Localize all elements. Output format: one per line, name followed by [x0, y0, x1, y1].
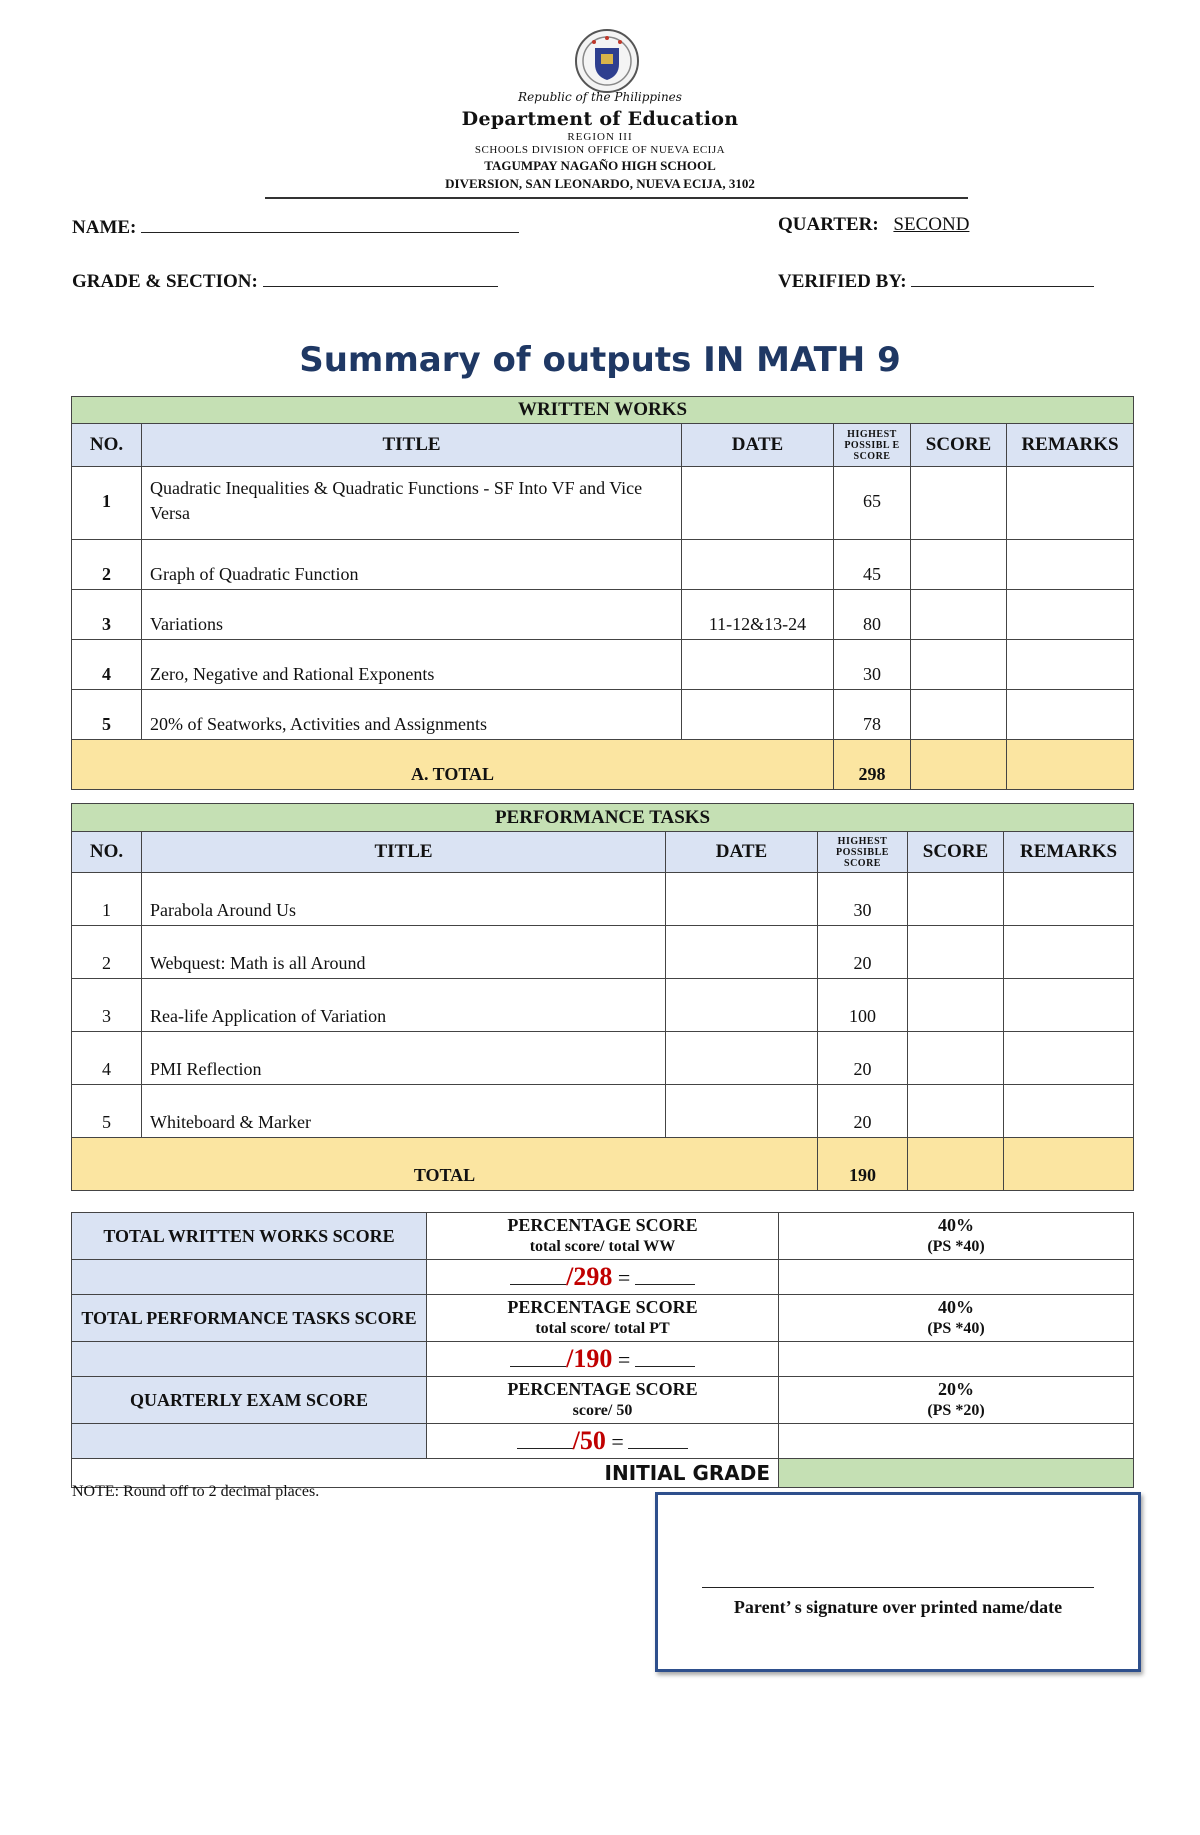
- ww-percentage-label: PERCENTAGE SCORE: [507, 1215, 698, 1235]
- ww-weighted-result[interactable]: [779, 1260, 1134, 1295]
- qe-weight-formula: (PS *20): [927, 1402, 985, 1419]
- ww-row-no: 5: [72, 690, 142, 740]
- header-republic: Republic of the Philippines: [518, 90, 682, 104]
- ww-row-remarks[interactable]: [1007, 690, 1134, 740]
- pt-row-date[interactable]: [666, 873, 818, 926]
- pt-total-remarks[interactable]: [1004, 1138, 1134, 1191]
- pt-row-no: 1: [72, 873, 142, 926]
- pt-row-hps: 100: [818, 979, 908, 1032]
- pt-row-date[interactable]: [666, 979, 818, 1032]
- grade-section-field: [72, 268, 498, 293]
- pt-equals: =: [612, 1347, 631, 1372]
- pt-blank[interactable]: [510, 1344, 566, 1367]
- pt-row-title: Rea-life Application of Variation: [142, 979, 666, 1032]
- grade-summary-table: [71, 1212, 1134, 1488]
- table-row: [72, 540, 1134, 590]
- qe-blank[interactable]: [517, 1426, 573, 1449]
- pt-col-hps: HIGHEST POSSIBLE SCORE: [818, 832, 908, 873]
- pt-weight-formula: (PS *40): [927, 1320, 985, 1337]
- pt-row-remarks[interactable]: [1004, 873, 1134, 926]
- pt-computation-cell[interactable]: [427, 1342, 779, 1377]
- grade-section-input-line[interactable]: [263, 268, 498, 287]
- page-title: Summary of outputs IN MATH 9: [299, 340, 901, 380]
- qe-percentage-cell: [427, 1377, 779, 1424]
- pt-row-title: PMI Reflection: [142, 1032, 666, 1085]
- ww-col-title: TITLE: [142, 424, 682, 467]
- pt-weight-cell: [779, 1295, 1134, 1342]
- quarter-field: [778, 214, 969, 236]
- ww-col-score: SCORE: [911, 424, 1007, 467]
- ww-total-label: A. TOTAL: [72, 740, 834, 790]
- qe-result-blank[interactable]: [628, 1426, 688, 1449]
- qe-percentage-formula: score/ 50: [572, 1402, 633, 1419]
- pt-weight: 40%: [938, 1297, 974, 1317]
- pt-row-hps: 20: [818, 926, 908, 979]
- pt-total-value: 190: [818, 1138, 908, 1191]
- ww-row-no: 2: [72, 540, 142, 590]
- ww-computation-cell[interactable]: [427, 1260, 779, 1295]
- ww-row-date[interactable]: [682, 690, 834, 740]
- ww-row-title: 20% of Seatworks, Activities and Assignments: [142, 690, 682, 740]
- pt-row-title: Parabola Around Us: [142, 873, 666, 926]
- ww-col-no: NO.: [72, 424, 142, 467]
- name-field: [72, 214, 519, 239]
- header-region: REGION III: [567, 131, 633, 143]
- ww-row-no: 3: [72, 590, 142, 640]
- quarter-label: QUARTER:: [778, 214, 879, 235]
- pt-row-no: 2: [72, 926, 142, 979]
- ww-row-date[interactable]: [682, 540, 834, 590]
- verified-by-field: [778, 268, 1094, 293]
- performance-tasks-band: PERFORMANCE TASKS: [72, 804, 1134, 832]
- ww-row-hps: 65: [834, 467, 911, 540]
- pt-col-remarks: REMARKS: [1004, 832, 1134, 873]
- ww-col-date: DATE: [682, 424, 834, 467]
- header-school: TAGUMPAY NAGAÑO HIGH SCHOOL: [484, 158, 716, 173]
- ww-row-score[interactable]: [911, 640, 1007, 690]
- ww-row-title: Variations: [142, 590, 682, 640]
- pt-row-remarks[interactable]: [1004, 979, 1134, 1032]
- ww-row-title: Quadratic Inequalities & Quadratic Functions - SF Into VF and Vice Versa: [142, 467, 682, 540]
- qe-equals: =: [605, 1429, 624, 1454]
- performance-tasks-table: [71, 803, 1134, 1191]
- ww-weight-formula: (PS *40): [927, 1238, 985, 1255]
- ww-percentage-cell: [427, 1213, 779, 1260]
- deped-seal-logo: [574, 28, 640, 94]
- table-row: [72, 1085, 1134, 1138]
- pt-col-date: DATE: [666, 832, 818, 873]
- ww-col-hps: HIGHEST POSSIBL E SCORE: [834, 424, 911, 467]
- pt-row-no: 5: [72, 1085, 142, 1138]
- qe-weighted-result[interactable]: [779, 1424, 1134, 1459]
- pt-row-date[interactable]: [666, 1085, 818, 1138]
- ww-denominator: /298: [566, 1262, 613, 1291]
- rounding-note: NOTE: Round off to 2 decimal places.: [72, 1483, 320, 1500]
- ww-row-score[interactable]: [911, 467, 1007, 540]
- pt-result-blank[interactable]: [635, 1344, 695, 1367]
- ww-row-score[interactable]: [911, 690, 1007, 740]
- ww-col-remarks: REMARKS: [1007, 424, 1134, 467]
- pt-total-row: [72, 1138, 1134, 1191]
- pt-row-date[interactable]: [666, 926, 818, 979]
- qe-score-label: QUARTERLY EXAM SCORE: [72, 1377, 427, 1424]
- pt-row-score[interactable]: [908, 926, 1004, 979]
- ww-row-remarks[interactable]: [1007, 467, 1134, 540]
- ww-percentage-formula: total score/ total WW: [529, 1238, 676, 1255]
- table-row: [72, 873, 1134, 926]
- pt-row-score[interactable]: [908, 873, 1004, 926]
- ww-score-input[interactable]: [72, 1260, 427, 1295]
- qe-weight-cell: [779, 1377, 1134, 1424]
- qe-computation-cell[interactable]: [427, 1424, 779, 1459]
- signature-line[interactable]: [702, 1587, 1094, 1588]
- table-row: [72, 1032, 1134, 1085]
- ww-result-blank[interactable]: [635, 1262, 695, 1285]
- signature-label: Parent’ s signature over printed name/date: [733, 1597, 1063, 1617]
- pt-row-score[interactable]: [908, 979, 1004, 1032]
- ww-row-remarks[interactable]: [1007, 590, 1134, 640]
- pt-denominator: /190: [566, 1344, 613, 1373]
- pt-row-hps: 20: [818, 1085, 908, 1138]
- table-row: [72, 590, 1134, 640]
- pt-row-date[interactable]: [666, 1032, 818, 1085]
- ww-row-date[interactable]: [682, 640, 834, 690]
- pt-row-hps: 20: [818, 1032, 908, 1085]
- ww-equals: =: [612, 1265, 631, 1290]
- pt-col-title: TITLE: [142, 832, 666, 873]
- ww-total-score[interactable]: [911, 740, 1007, 790]
- pt-weighted-result[interactable]: [779, 1342, 1134, 1377]
- pt-percentage-formula: total score/ total PT: [535, 1320, 670, 1337]
- pt-percentage-cell: [427, 1295, 779, 1342]
- pt-row-score[interactable]: [908, 1085, 1004, 1138]
- pt-percentage-label: PERCENTAGE SCORE: [507, 1297, 698, 1317]
- quarter-value: SECOND: [893, 214, 970, 235]
- pt-col-score: SCORE: [908, 832, 1004, 873]
- parent-signature-box: [655, 1492, 1141, 1672]
- ww-weight: 40%: [938, 1215, 974, 1235]
- table-row: [72, 467, 1134, 540]
- pt-row-title: Webquest: Math is all Around: [142, 926, 666, 979]
- pt-score-input[interactable]: [72, 1342, 427, 1377]
- ww-row-remarks[interactable]: [1007, 640, 1134, 690]
- initial-grade-value[interactable]: [779, 1459, 1134, 1488]
- header-department: Department of Education: [461, 108, 739, 130]
- written-works-band: WRITTEN WORKS: [72, 397, 1134, 424]
- pt-row-remarks[interactable]: [1004, 1085, 1134, 1138]
- ww-total-row: [72, 740, 1134, 790]
- pt-row-no: 3: [72, 979, 142, 1032]
- ww-row-no: 1: [72, 467, 142, 540]
- pt-row-remarks[interactable]: [1004, 926, 1134, 979]
- ww-row-hps: 80: [834, 590, 911, 640]
- pt-row-no: 4: [72, 1032, 142, 1085]
- ww-total-remarks[interactable]: [1007, 740, 1134, 790]
- ww-row-no: 4: [72, 640, 142, 690]
- pt-row-title: Whiteboard & Marker: [142, 1085, 666, 1138]
- qe-percentage-label: PERCENTAGE SCORE: [507, 1379, 698, 1399]
- table-row: [72, 690, 1134, 740]
- qe-denominator: /50: [572, 1426, 606, 1455]
- table-row: [72, 926, 1134, 979]
- qe-score-input[interactable]: [72, 1424, 427, 1459]
- verified-by-label: VERIFIED BY:: [778, 271, 907, 292]
- ww-weight-cell: [779, 1213, 1134, 1260]
- ww-row-date[interactable]: [682, 467, 834, 540]
- ww-row-hps: 45: [834, 540, 911, 590]
- pt-row-score[interactable]: [908, 1032, 1004, 1085]
- ww-row-hps: 78: [834, 690, 911, 740]
- pt-total-label: TOTAL: [72, 1138, 818, 1191]
- qe-weight: 20%: [938, 1379, 974, 1399]
- ww-total-value: 298: [834, 740, 911, 790]
- header-division: SCHOOLS DIVISION OFFICE OF NUEVA ECIJA: [474, 144, 726, 156]
- verified-by-input-line[interactable]: [911, 268, 1094, 287]
- initial-grade-label: INITIAL GRADE: [72, 1459, 779, 1488]
- pt-total-score[interactable]: [908, 1138, 1004, 1191]
- ww-score-label: TOTAL WRITTEN WORKS SCORE: [72, 1213, 427, 1260]
- pt-score-label: TOTAL PERFORMANCE TASKS SCORE: [72, 1295, 427, 1342]
- ww-row-title: Zero, Negative and Rational Exponents: [142, 640, 682, 690]
- pt-row-hps: 30: [818, 873, 908, 926]
- grade-section-label: GRADE & SECTION:: [72, 271, 258, 292]
- written-works-table: [71, 396, 1134, 790]
- ww-row-title: Graph of Quadratic Function: [142, 540, 682, 590]
- ww-row-remarks[interactable]: [1007, 540, 1134, 590]
- pt-row-remarks[interactable]: [1004, 1032, 1134, 1085]
- header-divider: [265, 197, 968, 199]
- ww-row-hps: 30: [834, 640, 911, 690]
- pt-col-no: NO.: [72, 832, 142, 873]
- name-input-line[interactable]: [141, 214, 519, 233]
- header-address: DIVERSION, SAN LEONARDO, NUEVA ECIJA, 3102: [445, 176, 755, 191]
- table-row: [72, 640, 1134, 690]
- name-label: NAME:: [72, 217, 137, 238]
- ww-blank[interactable]: [510, 1262, 566, 1285]
- ww-row-date[interactable]: 11-12&13-24: [682, 590, 834, 640]
- ww-row-score[interactable]: [911, 590, 1007, 640]
- table-row: [72, 979, 1134, 1032]
- ww-row-score[interactable]: [911, 540, 1007, 590]
